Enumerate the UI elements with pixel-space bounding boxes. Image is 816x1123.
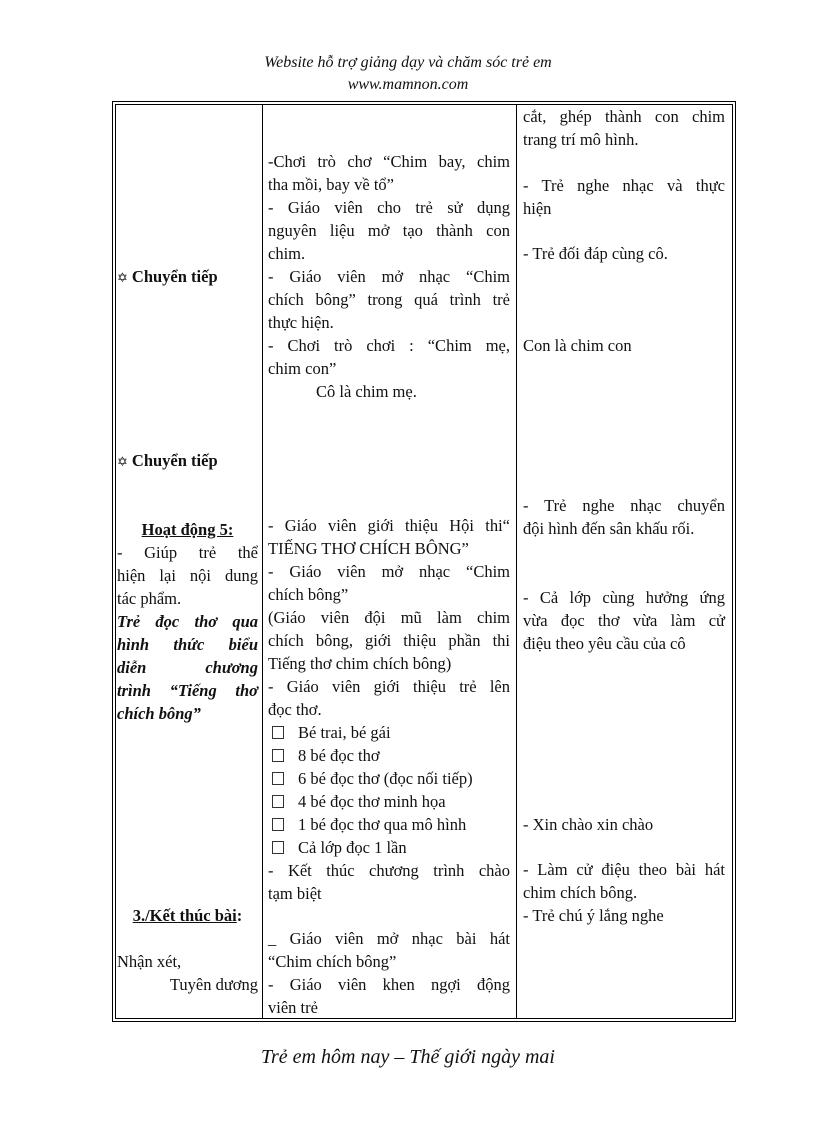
teacher-activities-end: _ Giáo viên mở nhạc bài hát “Chim chích bông” - Giáo viên khen ngợi động viên trẻ bbox=[268, 929, 510, 1017]
child-activity-g: - Xin chào xin chào bbox=[523, 815, 654, 834]
activity-5-title: Hoạt động 5: bbox=[141, 520, 234, 539]
checkbox-bullet-icon bbox=[272, 818, 284, 831]
page-header bbox=[0, 52, 816, 96]
header-website: Website hỗ trợ giảng dạy và chăm sóc trẻ em bbox=[264, 54, 552, 71]
checkbox-bullet-icon bbox=[272, 772, 284, 785]
transition-label-2: ✡ Chuyển tiếp bbox=[117, 451, 218, 470]
teacher-activities-contest: - Giáo viên giới thiệu Hội thi“ TIẾNG THƠ CHÍCH BÔNG” - Giáo viên mở nhạc “Chim chích bông” (Giáo viên đội mũ làm chim chích bông, giới thiệu phần thi Tiếng thơ chim chích bông) - Giáo viên giới thiệu trẻ lên đọc thơ. Bé trai, bé gái 8 bé đọc thơ 6 bé đọc thơ (đọc nối tiếp) 4 bé đọc thơ minh họa 1 bé đọc thơ qua mô hình Cả lớp đọc 1 lần - Kết thúc chương trình chào tạm biệt bbox=[268, 516, 510, 903]
end-lesson-title: 3./Kết thúc bài: bbox=[132, 906, 243, 925]
list-item: Bé trai, bé gái bbox=[268, 721, 510, 744]
column-divider-1 bbox=[262, 104, 263, 1018]
star-icon: ✡ bbox=[117, 270, 128, 285]
checkbox-bullet-icon bbox=[272, 726, 284, 739]
activity-5-block: Hoạt động 5: - Giúp trẻ thể hiện lại nội dung tác phẩm. Trẻ đọc thơ qua hình thức biểu diễn chương trình “Tiếng thơ chích bông” bbox=[117, 520, 258, 723]
child-activity-c: - Trẻ đối đáp cùng cô. bbox=[523, 244, 668, 263]
checkbox-bullet-icon bbox=[272, 749, 284, 762]
checkbox-bullet-icon bbox=[272, 795, 284, 808]
child-activity-a: cắt, ghép thành con chim trang trí mô hình. bbox=[523, 107, 725, 149]
child-activity-h: - Làm cử điệu theo bài hát chim chích bông. - Trẻ chú ý lắng nghe bbox=[523, 860, 725, 925]
column-divider-2 bbox=[516, 104, 517, 1018]
child-activity-d: Con là chim con bbox=[523, 336, 632, 355]
transition-label-1: ✡ Chuyển tiếp bbox=[117, 267, 218, 286]
list-item: 8 bé đọc thơ bbox=[268, 744, 510, 767]
list-item: 6 bé đọc thơ (đọc nối tiếp) bbox=[268, 767, 510, 790]
child-activity-b: - Trẻ nghe nhạc và thực hiện bbox=[523, 176, 725, 218]
star-icon: ✡ bbox=[117, 454, 128, 469]
page-footer: Trẻ em hôm nay – Thế giới ngày mai bbox=[261, 1046, 555, 1068]
child-activity-e: - Trẻ nghe nhạc chuyển đội hình đến sân khấu rối. bbox=[523, 496, 725, 538]
list-item: 1 bé đọc thơ qua mô hình bbox=[268, 813, 510, 836]
header-url: www.mamnon.com bbox=[347, 76, 469, 93]
child-activity-f: - Cả lớp cùng hưởng ứng vừa đọc thơ vừa làm cử điệu theo yêu cầu của cô bbox=[523, 588, 725, 653]
list-item: 4 bé đọc thơ minh họa bbox=[268, 790, 510, 813]
teacher-activities-top: -Chơi trò chơ “Chim bay, chim tha mồi, bay về tổ” - Giáo viên cho trẻ sử dụng nguyên liệu mở tạo thành con chim. - Giáo viên mở nhạc “Chim chích bông” trong quá trình trẻ thực hiện. - Chơi trò chơi : “Chim mẹ, chim con” Cô là chim mẹ. bbox=[268, 152, 510, 401]
checkbox-bullet-icon bbox=[272, 841, 284, 854]
list-item: Cả lớp đọc 1 lần bbox=[268, 836, 510, 859]
review-praise-block: Nhận xét, Tuyên dương bbox=[117, 952, 258, 994]
